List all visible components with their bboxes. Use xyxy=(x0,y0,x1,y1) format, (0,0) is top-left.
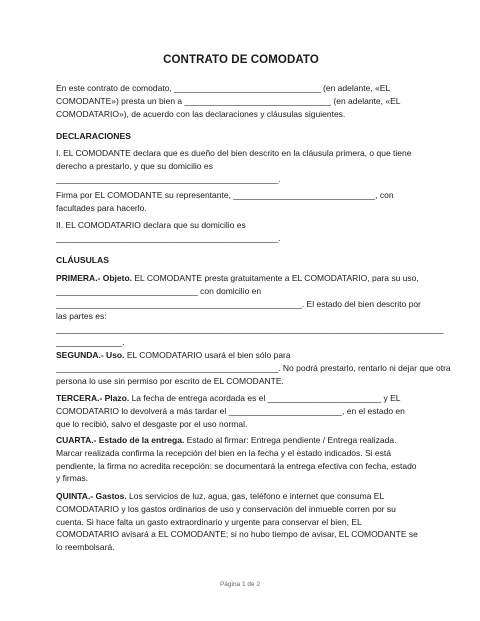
clause-label: PRIMERA.- Objeto. xyxy=(56,273,133,283)
text-line: ______________________________ con domicilio en xyxy=(56,285,262,296)
intro-paragraph xyxy=(56,82,426,120)
declaracion-2 xyxy=(56,219,426,245)
clausula-primera xyxy=(56,272,444,349)
declaraciones-heading: DECLARACIONES xyxy=(56,131,131,141)
text-line xyxy=(56,349,426,362)
text-line: pendiente, la firma no acredita recepción: se documentará la entrega efectiva con fecha, estado xyxy=(56,460,417,471)
clausula-segunda xyxy=(56,349,451,387)
clausula-quinta xyxy=(56,490,426,554)
text-line: que lo recibió, salvo el desgaste por el uso normal. xyxy=(56,418,248,429)
text-line: Firma por EL COMODANTE su representante, ______________________________, con xyxy=(56,190,394,200)
text-line: ______________. xyxy=(56,336,125,347)
clause-label: SEGUNDA.- Uso. xyxy=(56,350,125,360)
document-title: CONTRATO DE COMODATO xyxy=(163,54,319,66)
clausula-cuarta xyxy=(56,434,426,485)
clausula-tercera xyxy=(56,392,426,430)
clause-text: EL COMODANTE presta gratuitamente a EL COMODATARIO, para su uso, xyxy=(132,273,419,283)
text-line: persona lo use sin permiso por escrito de EL COMODANTE. xyxy=(56,375,284,386)
clause-label: TERCERA.- Plazo. xyxy=(56,393,130,403)
text-line: lo reembolsará. xyxy=(56,542,115,553)
text-line xyxy=(56,490,426,503)
text-line: En este contrato de comodato, _______________________________ (en adelante, «EL xyxy=(56,83,391,93)
text-line: II. EL COMODATARIO declara que su domicilio es xyxy=(56,220,246,230)
text-line: _______________________________________________. No podrá prestarlo, rentarlo ni dejar que otra xyxy=(56,362,451,373)
text-line: _______________________________________________. xyxy=(56,173,281,184)
text-line: COMODATARIO»), de acuerdo con las declaraciones y cláusulas siguientes. xyxy=(56,108,346,119)
text-line: ____________________________________________________. El estado del bien descrito por xyxy=(56,298,421,309)
text-line xyxy=(56,272,426,285)
clause-text: Los servicios de luz, agua, gas, teléfono e internet que consuma EL xyxy=(126,491,385,501)
text-line: COMODATARIO y los gastos ordinarios de uso y conservación del inmueble corren por su xyxy=(56,503,396,514)
text-line: I. EL COMODANTE declara que es dueño del bien descrito en la cláusula primera, o que tiene xyxy=(56,148,412,158)
page-footer: Página 1 de 2 xyxy=(219,581,261,588)
clause-label: CUARTA.- Estado de la entrega. xyxy=(56,435,185,445)
firma-comodante xyxy=(56,189,426,215)
text-line: COMODATARIO avisará a EL COMODANTE; si no hubo tiempo de avisar, EL COMODANTE se xyxy=(56,529,418,540)
text-line: las partes es: xyxy=(56,311,107,322)
declaracion-1 xyxy=(56,147,426,185)
text-line: y firmas. xyxy=(56,473,89,484)
text-line xyxy=(56,392,426,405)
clause-text: La fecha de entrega acordada es el ________________________ y EL xyxy=(129,393,401,403)
text-line: derecho a prestarlo, y que su domicilio es xyxy=(56,160,213,171)
clause-text: Estado al firmar: Entrega pendiente / Entrega realizada. xyxy=(184,435,397,445)
text-line: COMODANTE») presta un bien a _______________________________ (en adelante, «EL xyxy=(56,95,401,106)
clause-text: EL COMODATARIO usará el bien sólo para xyxy=(124,350,291,360)
text-line: cuenta. Si hace falta un gasto extraordinario y urgente para conservar el bien, EL xyxy=(56,516,362,527)
text-line: __________________________________________________________________________________ xyxy=(56,324,444,335)
clause-label: QUINTA.- Gastos. xyxy=(56,491,127,501)
text-line: COMODATARIO lo devolverá a más tardar el ________________________, en el estado en xyxy=(56,405,405,416)
text-line xyxy=(56,434,426,447)
text-line: facultades para hacerlo. xyxy=(56,202,147,213)
text-line: _______________________________________________. xyxy=(56,232,281,243)
text-line: Marcar realizada confirma la recepción del bien en la fecha y el estado indicados. Si está xyxy=(56,447,391,458)
clausulas-heading: CLÁUSULAS xyxy=(56,255,109,265)
